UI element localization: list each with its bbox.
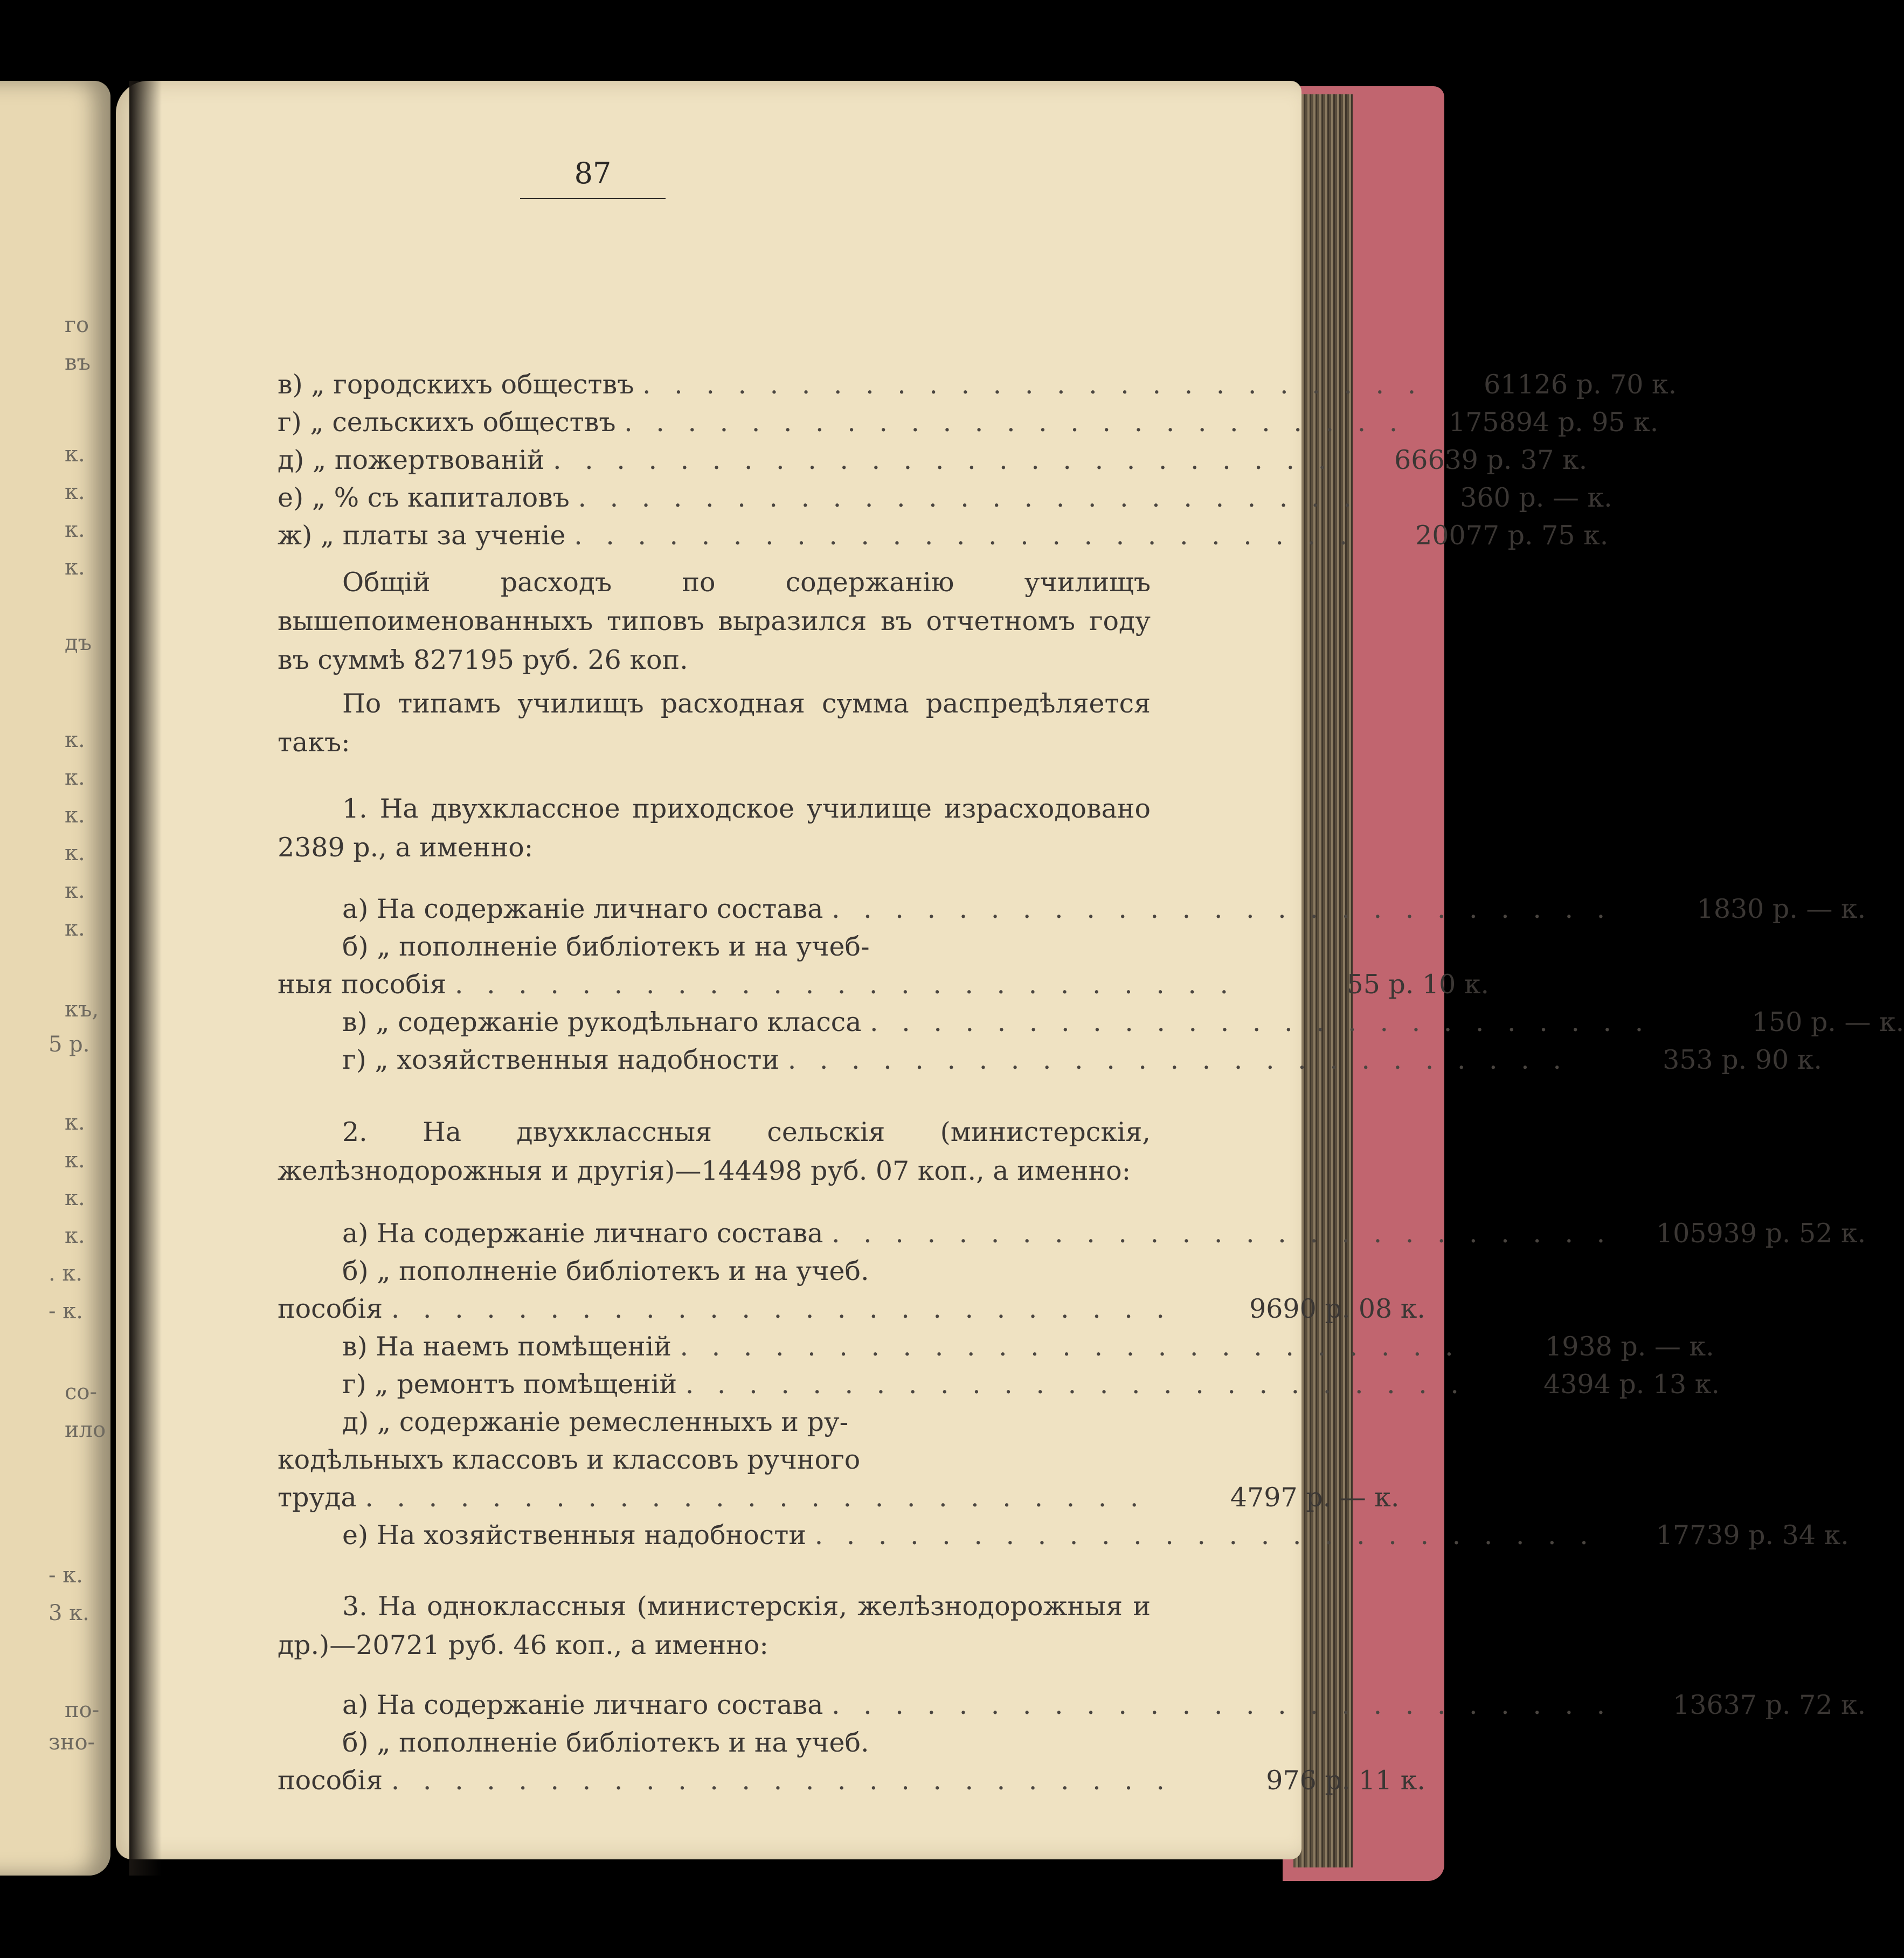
intro-row: г) „ сельскихъ обществъ . . . . . . . . . . . . . . . . . . . . . . . . . 175894 р. 95 к.: [278, 407, 1659, 438]
section1-row: ныя пособія . . . . . . . . . . . . . . . . . . . . . . . . . 55 р. 10 к.: [278, 969, 1490, 1000]
section1-row-line1: б) „ пополненіе библіотекъ и на учеб-: [342, 931, 870, 962]
left-page-fragment: к.: [65, 1223, 85, 1248]
left-page-fragment: къ,: [65, 997, 99, 1022]
section2-row: г) „ ремонтъ помѣщеній . . . . . . . . . . . . . . . . . . . . . . . . . 4394 р. 13 к.: [342, 1369, 1720, 1400]
section2-row-line2: кодѣльныхъ классовъ и классовъ ручного: [278, 1444, 861, 1475]
left-page-fragment: . к.: [49, 1261, 83, 1286]
left-page-fragment: 5 р.: [49, 1032, 90, 1057]
intro-row: е) „ % съ капиталовъ . . . . . . . . . . . . . . . . . . . . . . . . . 360 р. — к.: [278, 482, 1612, 513]
left-page-fragment: - к.: [49, 1299, 83, 1324]
left-page-fragment: дъ: [65, 631, 92, 655]
section1-row: а) На содержаніе личнаго состава . . . . . . . . . . . . . . . . . . . . . . . . . 1830 р. — к.: [342, 894, 1866, 924]
left-page-fragment: со-: [65, 1380, 97, 1404]
section2-row-line1: б) „ пополненіе библіотекъ и на учеб.: [342, 1256, 869, 1286]
left-page-fragment: к.: [65, 517, 85, 542]
section2-row: в) На наемъ помѣщеній . . . . . . . . . . . . . . . . . . . . . . . . . 1938 р. — к.: [342, 1331, 1714, 1362]
left-page-fragment: по-: [65, 1698, 100, 1722]
paragraph-total: Общій расходъ по содержанію училищъ вышепоименованныхъ типовъ выразился въ отчетномъ году въ суммѣ 827195 руб. 26 коп.: [278, 567, 1151, 675]
section2-heading: 2. На двухклассныя сельскія (министерскія, желѣзнодорожныя и другія)—144498 руб. 07 коп., а именно:: [278, 1117, 1151, 1186]
section2-row: труда . . . . . . . . . . . . . . . . . . . . . . . . . 4797 р. — к.: [278, 1482, 1400, 1513]
intro-row: ж) „ платы за ученіе . . . . . . . . . . . . . . . . . . . . . . . . . 20077 р. 75 к.: [278, 520, 1609, 551]
left-page-fragment: к.: [65, 1186, 85, 1210]
section2-row: пособія . . . . . . . . . . . . . . . . . . . . . . . . . 9690 р. 08 к.: [278, 1293, 1425, 1324]
left-page-fragment: к.: [65, 728, 85, 752]
section3-row: пособія . . . . . . . . . . . . . . . . . . . . . . . . . 976 р. 11 к.: [278, 1765, 1425, 1796]
left-page-fragment: 3 к.: [49, 1601, 89, 1625]
left-page: [0, 81, 110, 1876]
left-page-fragment: зно-: [49, 1730, 95, 1755]
intro-row: в) „ городскихъ обществъ . . . . . . . . . . . . . . . . . . . . . . . . . 61126 р. 70 к.: [278, 369, 1677, 400]
page-number: 87: [520, 156, 666, 199]
left-page-fragment: к.: [65, 1148, 85, 1173]
left-page-fragment: к.: [65, 555, 85, 580]
left-page-fragment: к.: [65, 878, 85, 903]
left-page-fragment: к.: [65, 803, 85, 828]
section3-row: а) На содержаніе личнаго состава . . . . . . . . . . . . . . . . . . . . . . . . . 13637 р. 72 к.: [342, 1690, 1866, 1720]
section3-row-line1: б) „ пополненіе библіотекъ и на учеб.: [342, 1727, 869, 1758]
left-page-fragment: го: [65, 313, 89, 337]
section1-heading: 1. На двухклассное приходское училище израсходовано 2389 р., а именно:: [278, 793, 1151, 863]
left-page-fragment: к.: [65, 480, 85, 504]
left-page-fragment: к.: [65, 442, 85, 467]
left-page-fragment: - к.: [49, 1563, 83, 1588]
left-page-fragment: к.: [65, 1110, 85, 1135]
spine-shadow: [129, 81, 162, 1876]
left-page-fragment: въ: [65, 350, 91, 375]
left-page-fragment: ило: [65, 1417, 106, 1442]
left-page-fragment: к.: [65, 765, 85, 790]
left-page-fragment: к.: [65, 916, 85, 941]
section1-row: г) „ хозяйственныя надобности . . . . . . . . . . . . . . . . . . . . . . . . . 353 р. 90 к.: [342, 1044, 1822, 1075]
section2-row: а) На содержаніе личнаго состава . . . . . . . . . . . . . . . . . . . . . . . . . 105939 р. 52 к.: [342, 1218, 1866, 1249]
intro-row: д) „ пожертвованій . . . . . . . . . . . . . . . . . . . . . . . . . 66639 р. 37 к.: [278, 445, 1588, 475]
left-page-fragment: к.: [65, 841, 85, 866]
right-page: [116, 81, 1904, 1859]
paragraph-by-type: По типамъ училищъ расходная сумма распредѣляется такъ:: [278, 688, 1151, 758]
section3-heading: 3. На одноклассныя (министерскія, желѣзнодорожныя и др.)—20721 руб. 46 коп., а именно:: [278, 1591, 1151, 1661]
section2-row-line1: д) „ содержаніе ремесленныхъ и ру-: [342, 1407, 849, 1437]
section1-row: в) „ содержаніе рукодѣльнаго класса . . . . . . . . . . . . . . . . . . . . . . . . . 150 р. — к.: [342, 1007, 1904, 1037]
section2-row: е) На хозяйственныя надобности . . . . . . . . . . . . . . . . . . . . . . . . . 17739 р. 34 к.: [342, 1520, 1849, 1551]
